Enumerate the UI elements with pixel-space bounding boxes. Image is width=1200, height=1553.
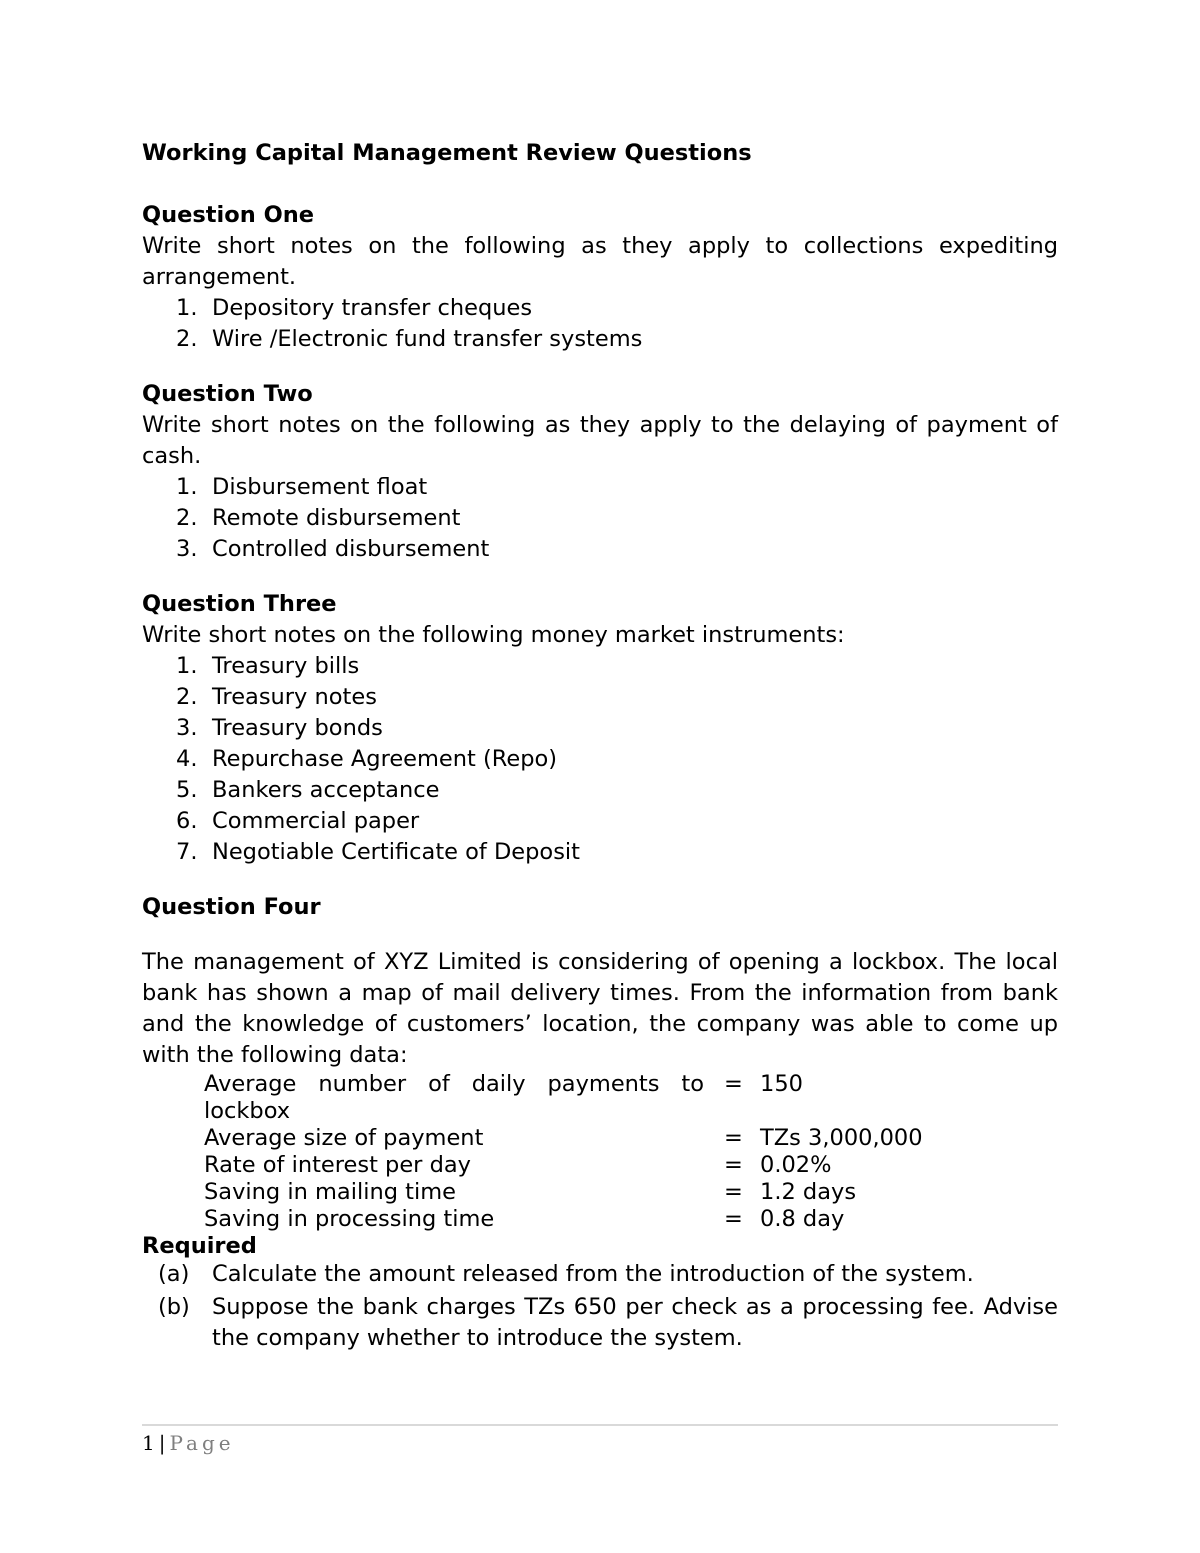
section-spacer bbox=[142, 565, 1058, 589]
data-value: 1.2 days bbox=[760, 1179, 857, 1205]
question-one-heading: Question One bbox=[142, 202, 314, 228]
footer-separator: | bbox=[158, 1431, 166, 1455]
list-item-text: Wire /Electronic fund transfer systems bbox=[212, 326, 643, 352]
list-item-number: 3. bbox=[176, 715, 198, 741]
list-item bbox=[142, 682, 1058, 713]
list-item-number: 2. bbox=[176, 684, 198, 710]
list-item-text: Bankers acceptance bbox=[212, 777, 440, 803]
list-item bbox=[142, 651, 1058, 682]
list-item bbox=[142, 744, 1058, 775]
list-item-number: 7. bbox=[176, 839, 198, 865]
equals-sign: = bbox=[724, 1071, 743, 1097]
page-label: Page bbox=[169, 1431, 235, 1455]
list-item bbox=[142, 837, 1058, 868]
footer-divider bbox=[142, 1424, 1058, 1426]
equals-sign: = bbox=[724, 1125, 743, 1151]
page-footer bbox=[142, 1430, 235, 1456]
list-item bbox=[142, 534, 1058, 565]
question-four-heading: Question Four bbox=[142, 894, 321, 920]
list-item-text: Calculate the amount released from the introduction of the system. bbox=[212, 1261, 974, 1287]
equals-sign: = bbox=[724, 1206, 743, 1232]
question-one-list bbox=[142, 293, 1058, 355]
list-item-text: Depository transfer cheques bbox=[212, 295, 533, 321]
list-item-text: Treasury bills bbox=[212, 653, 360, 679]
list-item bbox=[142, 806, 1058, 837]
required-heading: Required bbox=[142, 1233, 257, 1259]
lockbox-data-table bbox=[204, 1071, 923, 1233]
document-title: Working Capital Management Review Questions bbox=[142, 140, 752, 166]
list-item bbox=[142, 472, 1058, 503]
question-two-list bbox=[142, 472, 1058, 565]
list-item bbox=[142, 713, 1058, 744]
list-item-text: Suppose the bank charges TZs 650 per check as a processing fee. Advise the company whether to introduce the system. bbox=[212, 1294, 1058, 1351]
question-four-intro: The management of XYZ Limited is considering of opening a lockbox. The local bank has shown a map of mail delivery times. From the information from bank and the knowledge of customers’ location, the company was able to come up with the following data: bbox=[142, 949, 1058, 1068]
list-item-number: 4. bbox=[176, 746, 198, 772]
data-label: Average size of payment bbox=[204, 1125, 484, 1151]
question-three-heading: Question Three bbox=[142, 591, 337, 617]
data-label: Saving in mailing time bbox=[204, 1179, 456, 1205]
list-item-text: Remote disbursement bbox=[212, 505, 461, 531]
list-item-text: Disbursement float bbox=[212, 474, 428, 500]
question-one-intro: Write short notes on the following as they apply to collections expediting arrangement. bbox=[142, 233, 1058, 290]
table-row bbox=[204, 1152, 923, 1179]
table-row bbox=[204, 1206, 923, 1233]
page-number: 1 bbox=[142, 1431, 155, 1455]
data-label: Saving in processing time bbox=[204, 1206, 495, 1232]
list-item-text: Treasury bonds bbox=[212, 715, 383, 741]
list-item-number: (b) bbox=[158, 1294, 190, 1320]
list-item bbox=[142, 503, 1058, 534]
list-item-number: 3. bbox=[176, 536, 198, 562]
section-spacer bbox=[142, 868, 1058, 892]
data-value: 150 bbox=[760, 1071, 803, 1097]
list-item-text: Commercial paper bbox=[212, 808, 420, 834]
list-item-number: 5. bbox=[176, 777, 198, 803]
section-spacer bbox=[142, 355, 1058, 379]
list-item-number: 6. bbox=[176, 808, 198, 834]
equals-sign: = bbox=[724, 1179, 743, 1205]
required-parts-list bbox=[142, 1259, 1058, 1354]
list-item-number: 2. bbox=[176, 326, 198, 352]
list-item bbox=[142, 775, 1058, 806]
list-item-number: 2. bbox=[176, 505, 198, 531]
table-row bbox=[204, 1071, 923, 1125]
list-item-text: Controlled disbursement bbox=[212, 536, 490, 562]
list-item-text: Negotiable Certificate of Deposit bbox=[212, 839, 580, 865]
list-item-number: (a) bbox=[158, 1261, 190, 1287]
data-value: 0.8 day bbox=[760, 1206, 845, 1232]
list-item-number: 1. bbox=[176, 474, 198, 500]
question-two-intro: Write short notes on the following as they apply to the delaying of payment of cash. bbox=[142, 412, 1058, 469]
list-item-number: 1. bbox=[176, 295, 198, 321]
list-item bbox=[142, 1292, 1058, 1354]
list-item bbox=[142, 293, 1058, 324]
data-label: Average number of daily payments to lockbox bbox=[204, 1071, 704, 1124]
question-three-intro: Write short notes on the following money market instruments: bbox=[142, 622, 845, 648]
data-label: Rate of interest per day bbox=[204, 1152, 471, 1178]
equals-sign: = bbox=[724, 1152, 743, 1178]
list-item-number: 1. bbox=[176, 653, 198, 679]
list-item-text: Treasury notes bbox=[212, 684, 377, 710]
data-value: TZs 3,000,000 bbox=[760, 1125, 923, 1151]
data-value: 0.02% bbox=[760, 1152, 832, 1178]
section-spacer bbox=[142, 923, 1058, 947]
question-three-list bbox=[142, 651, 1058, 868]
document-body bbox=[142, 138, 1058, 1356]
list-item bbox=[142, 324, 1058, 355]
list-item bbox=[142, 1259, 1058, 1290]
table-row bbox=[204, 1125, 923, 1152]
question-two-heading: Question Two bbox=[142, 381, 313, 407]
table-row bbox=[204, 1179, 923, 1206]
list-item-text: Repurchase Agreement (Repo) bbox=[212, 746, 558, 772]
